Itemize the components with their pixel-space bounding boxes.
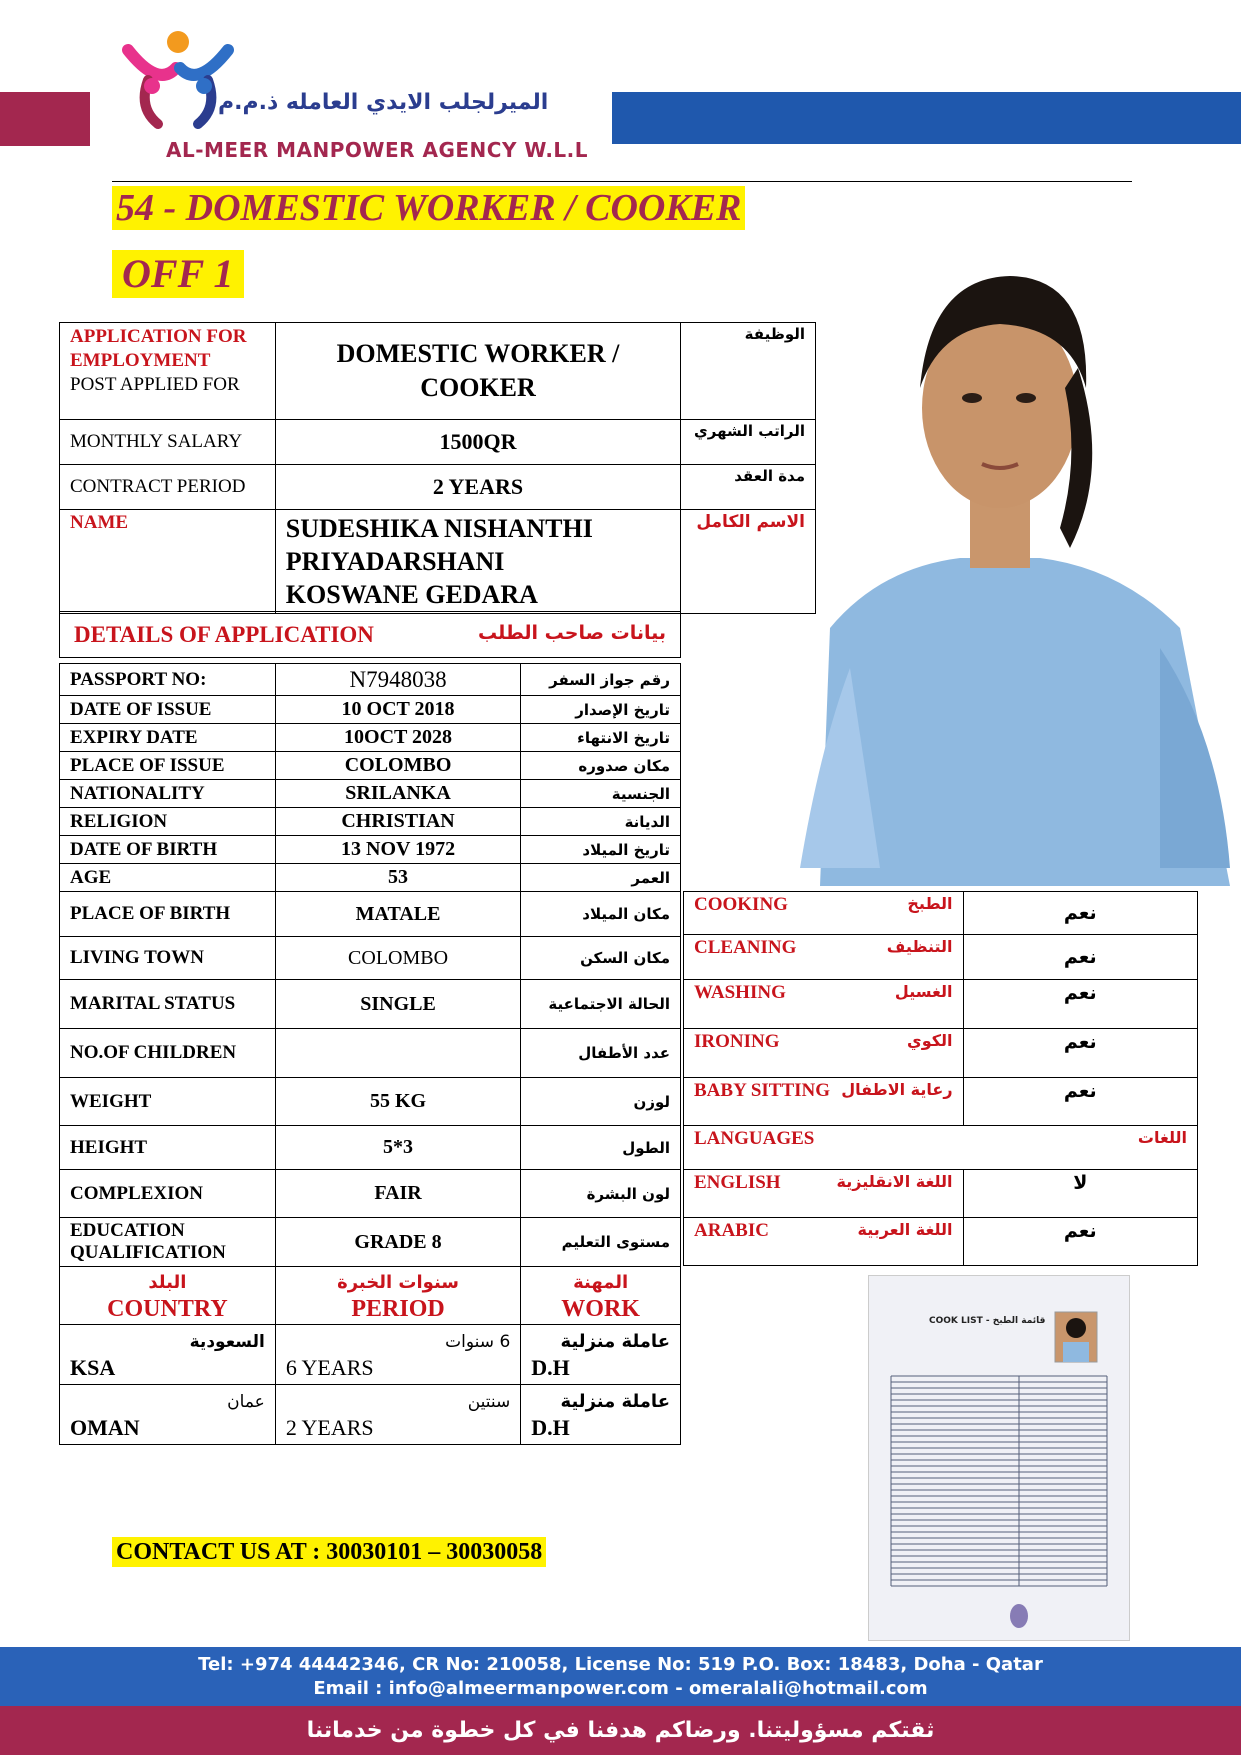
skill-value: نعم (963, 1078, 1197, 1126)
contract-value: 2 YEARS (275, 465, 680, 510)
skill-label: WASHING (694, 982, 786, 1003)
salary-value: 1500QR (275, 420, 680, 465)
skill-ar: الغسيل (894, 982, 953, 1001)
name-line1: SUDESHIKA NISHANTHI (285, 514, 593, 543)
skill-cell (684, 980, 964, 1029)
detail-value: CHRISTIAN (275, 808, 520, 836)
salary-label: MONTHLY SALARY (60, 420, 276, 465)
application-table (59, 322, 816, 614)
contract-label: CONTRACT PERIOD (60, 465, 276, 510)
language-cell (684, 1218, 964, 1266)
detail-value: 10OCT 2028 (275, 724, 520, 752)
exp-work-label: WORK (561, 1295, 640, 1322)
detail-value: GRADE 8 (275, 1218, 520, 1267)
exp-work-ar: عاملة منزلية (560, 1390, 670, 1412)
exp-country: KSA (70, 1354, 116, 1380)
name-value-cell (275, 510, 680, 614)
skill-label: CLEANING (694, 937, 797, 958)
post-ar: الوظيفة (681, 323, 816, 420)
exp-work: D.H (531, 1414, 570, 1440)
exp-country-ar: السعودية (189, 1331, 265, 1352)
detail-value (275, 1029, 520, 1078)
salary-ar: الراتب الشهري (681, 420, 816, 465)
cook-list-lines (869, 1276, 1129, 1640)
detail-value: N7948038 (275, 664, 520, 696)
detail-label: MARITAL STATUS (60, 980, 276, 1029)
company-name-ar: الميرلجلب الايدي العامله ذ.م.م (218, 90, 549, 115)
detail-value: SINGLE (275, 980, 520, 1029)
name-line2: PRIYADARSHANI (285, 547, 505, 576)
page-title: 54 - DOMESTIC WORKER / COOKER (112, 186, 745, 230)
footer-line2: Email : info@almeermanpower.com - omeralali@hotmail.com (313, 1678, 928, 1699)
detail-value: COLOMBO (275, 937, 520, 980)
details-heading: DETAILS OF APPLICATION (74, 621, 374, 647)
cook-list-title: COOK LIST - قائمة الطبخ (929, 1316, 1046, 1326)
detail-label: PASSPORT NO: (60, 664, 276, 696)
footer-line1: Tel: +974 44442346, CR No: 210058, License No: 519 P.O. Box: 18483, Doha - Qatar (198, 1654, 1043, 1675)
detail-ar: تاريخ الانتهاء (521, 724, 681, 752)
language-ar: اللغة الانقليزية (836, 1172, 953, 1191)
detail-label: NO.OF CHILDREN (60, 1029, 276, 1078)
skill-value: نعم (963, 980, 1197, 1029)
detail-value: 53 (275, 864, 520, 892)
exp-period-cell (275, 1385, 520, 1445)
footer-slogan: ثقتكم مسؤوليتنا. ورضاكم هدفنا في كل خطوة من خدماتنا (0, 1706, 1241, 1755)
exp-period-ar: سنوات الخبرة (337, 1271, 460, 1293)
exp-country-cell (60, 1325, 276, 1385)
contract-ar: مدة العقد (681, 465, 816, 510)
detail-ar: مكان صدوره (521, 752, 681, 780)
detail-value: 55 KG (275, 1078, 520, 1126)
exp-country: OMAN (70, 1414, 140, 1440)
detail-ar: مستوى التعليم (521, 1218, 681, 1267)
cook-list-document (868, 1275, 1130, 1641)
detail-ar: لوزن (521, 1078, 681, 1126)
skill-label: BABY SITTING (694, 1080, 831, 1101)
language-value: لا (963, 1170, 1197, 1218)
skill-cell (684, 1078, 964, 1126)
exp-country-cell (60, 1385, 276, 1445)
detail-label: WEIGHT (60, 1078, 276, 1126)
skill-cell (684, 892, 964, 935)
language-cell (684, 1170, 964, 1218)
skill-value: نعم (963, 1029, 1197, 1078)
detail-ar: الطول (521, 1126, 681, 1170)
detail-ar: مكان الميلاد (521, 892, 681, 937)
detail-ar: رقم جواز السفر (521, 664, 681, 696)
application-for-employment-label: APPLICATION FOR EMPLOYMENT (70, 326, 247, 371)
details-heading-ar: بيانات صاحب الطلب (478, 621, 666, 644)
skill-ar: الطبخ (907, 894, 953, 913)
languages-cell (684, 1126, 1198, 1170)
header-bar-right (612, 92, 1241, 144)
exp-country-ar: عمان (227, 1391, 265, 1412)
detail-label: NATIONALITY (60, 780, 276, 808)
exp-work-header (521, 1267, 681, 1325)
language-value: نعم (963, 1218, 1197, 1266)
company-logo-icon (118, 28, 238, 132)
skills-table (683, 891, 1198, 1266)
detail-label: EXPIRY DATE (60, 724, 276, 752)
details-table (59, 611, 681, 1445)
detail-label: EDUCATION QUALIFICATION (60, 1218, 276, 1267)
exp-period-ar: سنتين (467, 1391, 511, 1412)
skill-ar: رعاية الاطفال (841, 1080, 953, 1099)
footer-contact-bar (0, 1647, 1241, 1706)
detail-ar: الجنسية (521, 780, 681, 808)
exp-country-label: COUNTRY (107, 1295, 228, 1322)
detail-label: HEIGHT (60, 1126, 276, 1170)
detail-label: COMPLEXION (60, 1170, 276, 1218)
company-name-en: AL-MEER MANPOWER AGENCY W.L.L (166, 138, 589, 162)
detail-ar: تاريخ الإصدار (521, 696, 681, 724)
exp-period-ar: 6 سنوات (445, 1331, 511, 1352)
detail-value: 10 OCT 2018 (275, 696, 520, 724)
exp-period: 6 YEARS (285, 1354, 374, 1380)
skill-value: نعم (963, 935, 1197, 980)
detail-value: MATALE (275, 892, 520, 937)
language-label: ARABIC (694, 1220, 769, 1241)
name-ar: الاسم الكامل (681, 510, 816, 614)
detail-value: COLOMBO (275, 752, 520, 780)
post-value-cell (275, 323, 680, 420)
detail-label: RELIGION (60, 808, 276, 836)
skill-label: IRONING (694, 1031, 780, 1052)
detail-ar: العمر (521, 864, 681, 892)
exp-period-header (275, 1267, 520, 1325)
exp-work-cell (521, 1325, 681, 1385)
header-bar-left (0, 92, 90, 146)
detail-ar: الحالة الاجتماعية (521, 980, 681, 1029)
exp-country-ar: البلد (148, 1271, 187, 1293)
exp-period-label: PERIOD (351, 1295, 445, 1322)
details-heading-cell (60, 612, 681, 658)
detail-value: 13 NOV 1972 (275, 836, 520, 864)
exp-country-header (60, 1267, 276, 1325)
detail-value: SRILANKA (275, 780, 520, 808)
skill-ar: التنظيف (886, 937, 953, 956)
name-line3: KOSWANE GEDARA (285, 580, 538, 609)
post-label-cell (60, 323, 276, 420)
applicant-photo (760, 268, 1241, 886)
languages-ar: اللغات (1137, 1128, 1187, 1147)
language-label: ENGLISH (694, 1172, 781, 1193)
exp-period-cell (275, 1325, 520, 1385)
skill-cell (684, 935, 964, 980)
exp-work-ar: المهنة (573, 1271, 629, 1293)
skill-value: نعم (963, 892, 1197, 935)
detail-ar: مكان السكن (521, 937, 681, 980)
name-label: NAME (60, 510, 276, 614)
detail-value: 5*3 (275, 1126, 520, 1170)
language-ar: اللغة العربية (857, 1220, 953, 1239)
detail-label: PLACE OF ISSUE (60, 752, 276, 780)
exp-work-cell (521, 1385, 681, 1445)
skill-cell (684, 1029, 964, 1078)
detail-label: DATE OF BIRTH (60, 836, 276, 864)
exp-period: 2 YEARS (285, 1414, 374, 1440)
skill-label: COOKING (694, 894, 788, 915)
detail-value: FAIR (275, 1170, 520, 1218)
detail-ar: تاريخ الميلاد (521, 836, 681, 864)
header-divider (112, 181, 1132, 182)
post-value-line1: DOMESTIC WORKER / (336, 339, 620, 368)
exp-work: D.H (531, 1354, 570, 1380)
detail-label: AGE (60, 864, 276, 892)
detail-ar: الديانة (521, 808, 681, 836)
skill-ar: الكوي (907, 1031, 953, 1050)
contact-line: CONTACT US AT : 30030101 – 30030058 (112, 1537, 546, 1567)
off-badge: OFF 1 (112, 250, 244, 298)
detail-ar: لون البشرة (521, 1170, 681, 1218)
exp-work-ar: عاملة منزلية (560, 1330, 670, 1352)
detail-label: DATE OF ISSUE (60, 696, 276, 724)
post-applied-label: POST APPLIED FOR (70, 374, 240, 395)
detail-label: LIVING TOWN (60, 937, 276, 980)
detail-ar: عدد الأطفال (521, 1029, 681, 1078)
detail-label: PLACE OF BIRTH (60, 892, 276, 937)
post-value-line2: COOKER (420, 373, 536, 402)
languages-label: LANGUAGES (694, 1128, 815, 1149)
